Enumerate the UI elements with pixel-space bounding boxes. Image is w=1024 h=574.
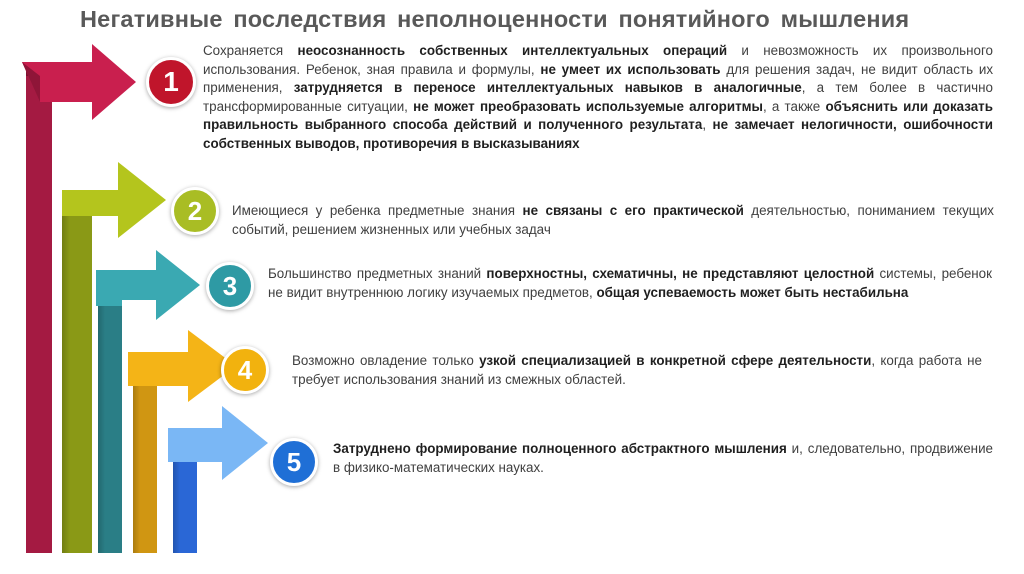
badge-2 <box>171 187 219 235</box>
item-1-segment: неосознанность собственных интеллектуальных операций <box>297 43 728 58</box>
item-1-segment: , а также <box>762 98 826 114</box>
badge-2-number: 2 <box>187 195 203 226</box>
item-2-segment: деятельностью, пониманием текущих событий, решением жизненных или учебных задач <box>232 203 994 237</box>
item-1-segment: и невозможность их произвольного использования. Ребенок, зная правила и формулы, <box>203 43 994 77</box>
item-1-segment: не может преобразовать используемые алгоритмы <box>413 98 763 114</box>
item-1-segment: , а тем более в частично трансформированные ситуации, <box>203 80 993 114</box>
badge-4 <box>221 346 269 394</box>
item-4-segment: узкой специализацией в конкретной сфере деятельности <box>479 353 872 368</box>
item-4-segment: , когда работа не требует использования знаний из смежных областей. <box>292 353 983 387</box>
badge-3 <box>206 262 254 310</box>
badge-1-number: 1 <box>163 66 179 97</box>
arrow-5-icon <box>168 406 268 553</box>
item-4-text <box>292 352 982 389</box>
item-4-segment: Возможно овладение только <box>292 353 480 368</box>
badge-4-number: 4 <box>237 354 253 385</box>
arrow-1-shaft <box>26 76 52 553</box>
item-1-segment: , <box>702 117 713 133</box>
item-1-text <box>203 42 993 154</box>
item-3-segment: системы, ребенок не видит внутреннюю логику изучаемых предметов, <box>268 266 992 300</box>
item-5-segment: и, следовательно, продвижение в физико-математических науках. <box>333 441 993 475</box>
item-1-segment: Сохраняется <box>203 43 298 58</box>
item-3-text <box>268 265 992 302</box>
page-title: Негативные последствия неполноценности понятийного мышления <box>80 6 910 32</box>
item-5-segment: Затруднено формирование полноценного абстрактного мышления <box>333 441 787 456</box>
item-3-segment: поверхностны, схематичны, не представляют целостной <box>486 266 875 281</box>
badge-1 <box>146 57 196 107</box>
item-3-segment: Большинство предметных знаний <box>268 266 487 281</box>
item-1-segment: не умеет их использовать <box>540 61 721 77</box>
item-1-segment: объяснить или доказать правильность выбранного способа действий и полученного результата <box>203 98 993 133</box>
item-2-segment: Имеющиеся у ребенка предметные знания <box>232 203 523 218</box>
badge-5-number: 5 <box>286 446 302 477</box>
item-3-segment: общая успеваемость может быть нестабильна <box>596 284 909 300</box>
badge-5 <box>270 438 318 486</box>
badge-3-number: 3 <box>222 270 238 301</box>
item-1-segment: затрудняется в переносе интеллектуальных навыков в аналогичные <box>293 80 802 96</box>
item-1-segment: для решения задач, не видит область их применения, <box>203 61 994 96</box>
item-1-segment: не замечает нелогичности, ошибочности собственных выводов, противоречия в высказываниях <box>203 117 993 151</box>
item-2-text <box>232 202 994 239</box>
item-2-segment: не связаны с его практической <box>522 203 744 218</box>
item-5-text <box>333 440 993 477</box>
